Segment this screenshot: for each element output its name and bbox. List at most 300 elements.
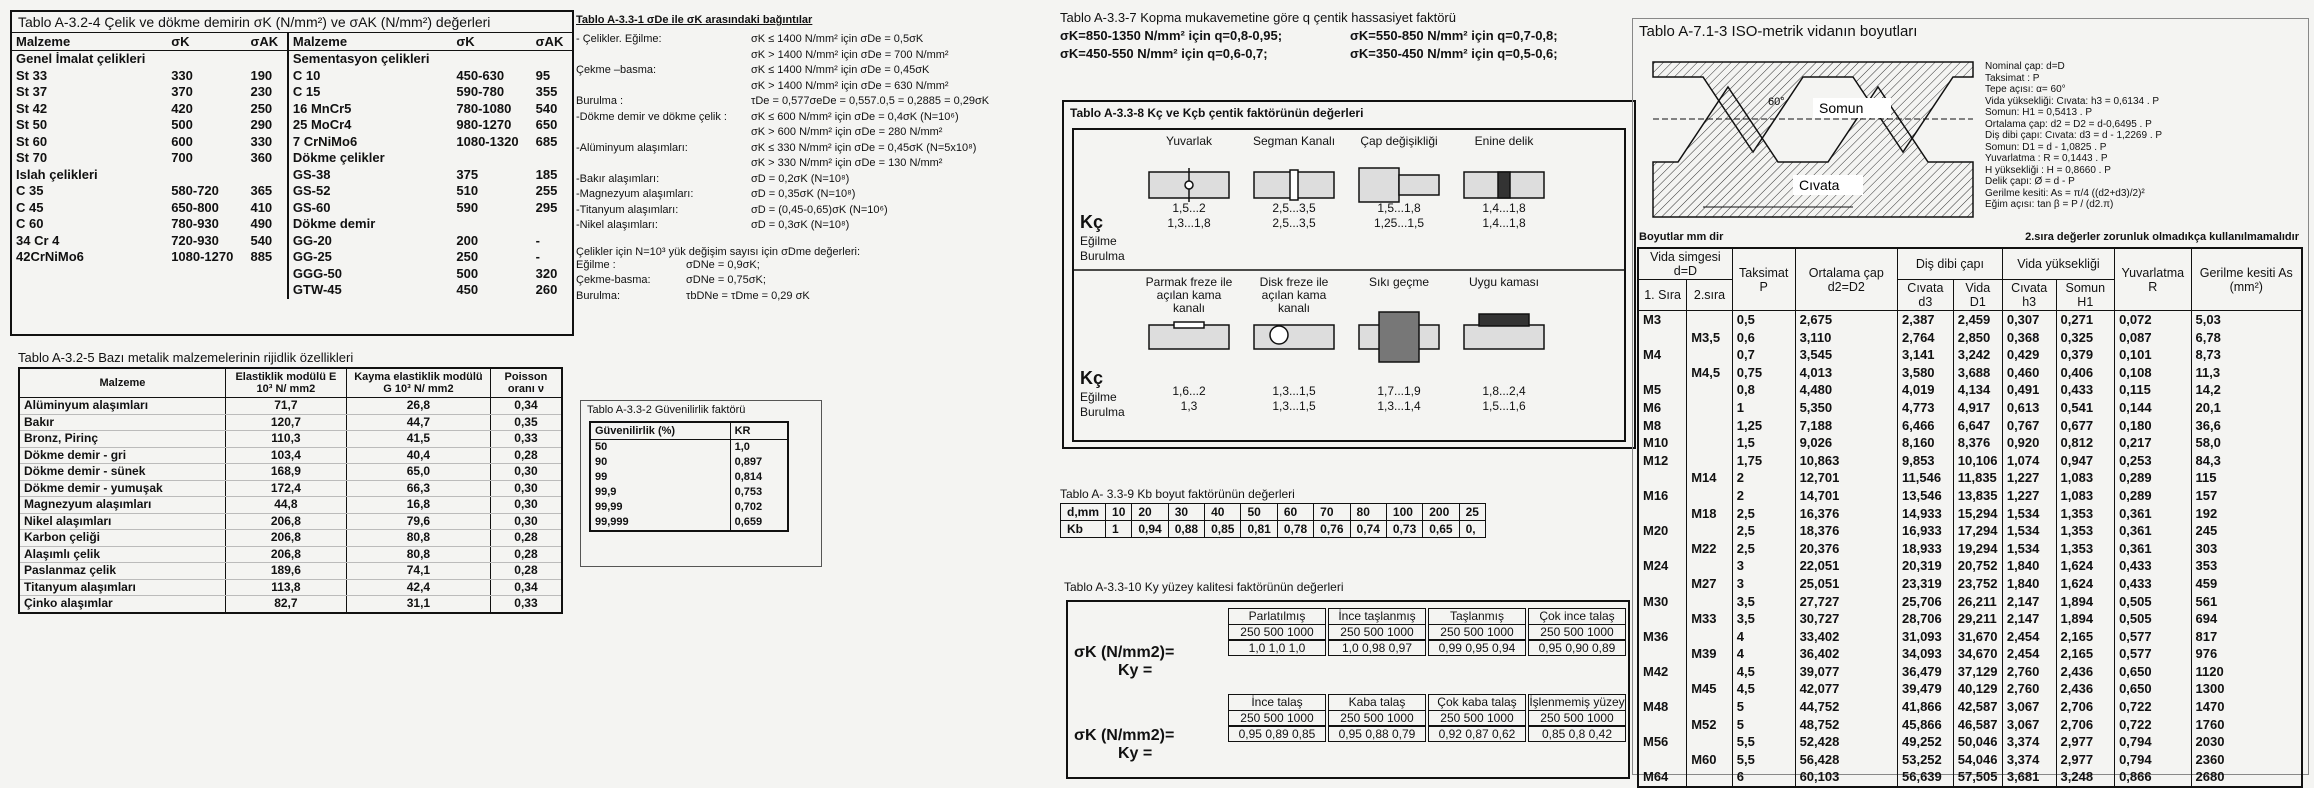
relation-row xyxy=(576,32,1016,48)
table-cell: 50,046 xyxy=(1953,733,2002,751)
table-cell: 40 xyxy=(1205,504,1241,521)
table-cell: 0,34 xyxy=(490,398,562,415)
table-cell: 5,03 xyxy=(2191,311,2302,329)
table-cell: 0,794 xyxy=(2115,733,2191,751)
table-cell: 18,376 xyxy=(1795,522,1897,540)
formula-line: Yuvarlatma : R = 0,1443 . P xyxy=(1985,153,2108,164)
table-cell: M22 xyxy=(1687,540,1733,558)
relation-label: -Dökme demir ve dökme çelik : xyxy=(576,110,727,123)
table-cell: St 37 xyxy=(16,84,48,99)
relation-row xyxy=(576,273,1016,289)
table-row xyxy=(19,480,562,497)
table-cell: 0,6 xyxy=(1732,329,1795,347)
surface-header: İnce taşlanmış xyxy=(1328,608,1426,624)
table-cell: 79,6 xyxy=(346,513,490,530)
table-cell: 50 xyxy=(590,440,730,456)
table-cell: 6 xyxy=(1732,768,1795,787)
table-cell: 1760 xyxy=(2191,716,2302,734)
col-header: Ortalama çap d2=D2 xyxy=(1795,248,1897,311)
table-cell: 29,211 xyxy=(1953,610,2002,628)
table-cell: 20,376 xyxy=(1795,540,1897,558)
table-cell: 0,767 xyxy=(2002,417,2056,435)
notch-type: Segman Kanalı 2,5...3,5 2,5...3,5 xyxy=(1252,134,1336,230)
table-cell: 100 xyxy=(1386,504,1422,521)
formula-line: Gerilme kesiti: As = π/4 ((d2+d3)/2)² xyxy=(1985,187,2145,199)
table-cell: 0,433 xyxy=(2115,575,2191,593)
table-cell: 230 xyxy=(250,84,273,99)
table-row xyxy=(1638,698,2302,716)
table-cell: 200 xyxy=(456,232,479,248)
table-cell: 3,242 xyxy=(1953,346,2002,364)
table-cell: 10 xyxy=(1106,504,1132,521)
table-cell: 1,624 xyxy=(2056,557,2115,575)
table-cell: 1 xyxy=(1732,399,1795,417)
table-cell: M6 xyxy=(1638,399,1687,417)
table-cell: 0,433 xyxy=(2115,557,2191,575)
table-cell: 2,165 xyxy=(2056,628,2115,646)
relation-row xyxy=(576,141,1016,157)
table-cell: 600 xyxy=(171,133,193,149)
table-cell: 0,30 xyxy=(490,513,562,530)
table-cell: 410 xyxy=(250,199,273,215)
relation-row xyxy=(576,110,1016,126)
table-cell: 66,3 xyxy=(346,480,490,497)
table-cell: Paslanmaz çelik xyxy=(19,563,225,580)
table-cell xyxy=(452,150,531,167)
table-cell xyxy=(1687,698,1733,716)
relation-label: -Alüminyum alaşımları: xyxy=(576,141,688,154)
table-cell: M4,5 xyxy=(1687,364,1733,382)
table-cell: 250 xyxy=(250,100,273,116)
table-cell: 25 xyxy=(1459,504,1485,521)
table-cell: 0,325 xyxy=(2056,329,2115,347)
table-row xyxy=(1638,768,2302,787)
table-cell: Dökme demir - sünek xyxy=(19,464,225,481)
table-cell: C 45 xyxy=(16,199,44,215)
table-cell: 0,289 xyxy=(2115,487,2191,505)
table-cell: 45,866 xyxy=(1898,716,1954,734)
table-a331-title: Tablo A-3.3-1 σDe ile σK arasındaki bağıntılar xyxy=(576,14,813,26)
table-row xyxy=(12,134,572,151)
table-cell: 113,8 xyxy=(225,579,346,596)
table-cell: 700 xyxy=(171,150,193,165)
table-cell: 52,428 xyxy=(1795,733,1897,751)
table-cell: 1080-1320 xyxy=(456,133,519,149)
table-row xyxy=(19,414,562,431)
table-cell: 40,129 xyxy=(1953,680,2002,698)
table-row xyxy=(1638,452,2302,470)
table-cell: 99,9 xyxy=(590,485,730,500)
table-cell: 370 xyxy=(171,84,193,99)
table-cell: 27,727 xyxy=(1795,593,1897,611)
surface-ky: 0,92 0,87 0,62 xyxy=(1428,726,1526,742)
relation-row xyxy=(576,289,1016,305)
table-cell: Genel İmalat çelikleri xyxy=(16,51,146,66)
q-range: σK=550-850 N/mm² için q=0,7-0,8; xyxy=(1350,28,1558,43)
table-a713-grid xyxy=(1637,247,2303,788)
table-cell xyxy=(1687,557,1733,575)
table-cell: 2,454 xyxy=(2002,645,2056,663)
table-cell: 115 xyxy=(2191,469,2302,487)
table-cell: 3,374 xyxy=(2002,751,2056,769)
table-cell xyxy=(246,167,287,184)
table-cell: 25 MoCr4 xyxy=(288,117,452,134)
col-header: Vida yüksekliği xyxy=(2002,248,2114,280)
table-cell: 4,013 xyxy=(1795,364,1897,382)
table-cell: 260 xyxy=(535,282,558,297)
relation-formula: σD = 0,3σK (N=10⁸) xyxy=(751,219,850,231)
table-cell: M60 xyxy=(1687,751,1733,769)
table-row xyxy=(1638,575,2302,593)
table-cell: 2,977 xyxy=(2056,733,2115,751)
table-cell: 490 xyxy=(250,216,273,231)
table-cell: 157 xyxy=(2191,487,2302,505)
table-cell: 4,917 xyxy=(1953,399,2002,417)
table-cell: 694 xyxy=(2191,610,2302,628)
table-row xyxy=(1638,645,2302,663)
table-cell: 0,429 xyxy=(2002,346,2056,364)
table-cell: 0,271 xyxy=(2056,311,2115,329)
angle-label: 60° xyxy=(1768,96,1785,108)
units-note: Boyutlar mm dir xyxy=(1639,231,1724,243)
table-cell: Dökme demir - gri xyxy=(19,447,225,464)
table-row xyxy=(12,183,572,200)
table-cell: M39 xyxy=(1687,645,1733,663)
col-header: σK xyxy=(167,33,246,51)
table-cell: 720-930 xyxy=(171,232,219,248)
surface-header: Çok kaba talaş xyxy=(1428,694,1526,710)
table-cell: 2360 xyxy=(2191,751,2302,769)
table-a337-title: Tablo A-3.3-7 Kopma mukavemetine göre q çentik hassasiyet faktörü xyxy=(1060,10,1456,25)
table-a3310-title: Tablo A-3.3-10 Ky yüzey kalitesi faktörünün değerleri xyxy=(1064,580,1344,594)
table-cell: Nikel alaşımları xyxy=(19,513,225,530)
table-cell: 2,760 xyxy=(2002,663,2056,681)
table-cell: GS-60 xyxy=(288,200,452,217)
table-row xyxy=(1638,628,2302,646)
table-cell: 5,5 xyxy=(1732,751,1795,769)
table-row xyxy=(1638,381,2302,399)
table-cell: 2030 xyxy=(2191,733,2302,751)
table-cell xyxy=(1638,469,1687,487)
table-row xyxy=(1638,610,2302,628)
table-cell xyxy=(1638,575,1687,593)
col-header: Cıvata h3 xyxy=(2002,280,2056,311)
table-row xyxy=(19,431,562,448)
relation-formula: σD = (0,45-0,65)σK (N=10⁶) xyxy=(751,203,888,216)
relation-formula: σD = 0,35σK (N=10⁸) xyxy=(751,188,856,200)
table-cell: 48,752 xyxy=(1795,716,1897,734)
table-row xyxy=(12,200,572,217)
relation-row xyxy=(576,218,1016,234)
table-cell: 99,999 xyxy=(590,515,730,531)
table-a332 xyxy=(580,400,822,567)
table-a325-grid xyxy=(18,367,563,614)
table-row xyxy=(1638,311,2302,329)
relation-formula: σK ≤ 330 N/mm² için σDe = 0,45σK (N=5x10⁸) xyxy=(751,141,977,154)
table-cell: M3 xyxy=(1638,311,1687,329)
table-cell: 1,0 xyxy=(730,440,788,456)
table-cell: 34 Cr 4 xyxy=(16,232,60,248)
surface-ky: 0,95 0,90 0,89 xyxy=(1528,640,1626,656)
table-cell: 0,34 xyxy=(490,579,562,596)
table-cell: Magnezyum alaşımları xyxy=(19,497,225,514)
table-cell: 5 xyxy=(1732,698,1795,716)
table-cell: 36,402 xyxy=(1795,645,1897,663)
surface-stress: 250 500 1000 xyxy=(1428,624,1526,640)
table-cell: M52 xyxy=(1687,716,1733,734)
col-header: σAK xyxy=(246,33,287,51)
table-cell: 0,33 xyxy=(490,596,562,613)
table-row xyxy=(1638,434,2302,452)
table-cell: 0,491 xyxy=(2002,381,2056,399)
table-cell: M5 xyxy=(1638,381,1687,399)
table-cell: 3,141 xyxy=(1898,346,1954,364)
table-cell: 0,7 xyxy=(1732,346,1795,364)
table-cell: Bakır xyxy=(19,414,225,431)
table-cell: 0,33 xyxy=(490,431,562,448)
thread-profile-diagram xyxy=(1643,57,1983,227)
table-row xyxy=(1638,663,2302,681)
table-a332-body xyxy=(590,440,788,532)
col-header: Malzeme xyxy=(19,368,225,398)
table-cell xyxy=(1687,399,1733,417)
table-cell: 33,402 xyxy=(1795,628,1897,646)
table-cell: 780-1080 xyxy=(456,100,512,116)
table-cell: 1,534 xyxy=(2002,505,2056,523)
table-a324-body xyxy=(12,51,572,299)
surface-type xyxy=(1428,608,1526,656)
table-cell: 540 xyxy=(250,232,273,248)
surface-header: Parlatılmış xyxy=(1228,608,1326,624)
table-cell: 580-720 xyxy=(171,183,219,198)
relation-row xyxy=(576,79,1016,95)
table-cell: 1,353 xyxy=(2056,505,2115,523)
table-row xyxy=(12,101,572,118)
table-cell: 16,8 xyxy=(346,497,490,514)
table-cell xyxy=(452,216,531,233)
table-cell: 80,8 xyxy=(346,546,490,563)
formula-line: Somun: D1 = d - 1,0825 . P xyxy=(1985,141,2107,153)
table-cell: 1300 xyxy=(2191,680,2302,698)
table-cell: 60,103 xyxy=(1795,768,1897,787)
table-cell: 685 xyxy=(535,133,558,149)
table-cell: 0,613 xyxy=(2002,399,2056,417)
surface-stress: 250 500 1000 xyxy=(1228,710,1326,726)
table-cell: 70 xyxy=(1314,504,1350,521)
table-cell: 0,812 xyxy=(2056,434,2115,452)
surface-type xyxy=(1528,694,1626,742)
table-cell: 0,361 xyxy=(2115,522,2191,540)
table-cell: 19,294 xyxy=(1953,540,2002,558)
table-cell: 8,160 xyxy=(1898,434,1954,452)
table-row xyxy=(12,117,572,134)
table-row xyxy=(1638,540,2302,558)
table-row xyxy=(19,513,562,530)
relation-label: -Magnezyum alaşımları: xyxy=(576,188,694,200)
col-header: σAK xyxy=(532,33,572,51)
table-cell: 0,253 xyxy=(2115,452,2191,470)
table-cell: 84,3 xyxy=(2191,452,2302,470)
table-cell: 185 xyxy=(535,166,558,182)
table-row xyxy=(19,530,562,547)
row-label: Burulma xyxy=(1080,249,1125,263)
table-cell: GG-25 xyxy=(288,249,452,266)
table-row xyxy=(12,51,572,68)
table-cell: 4,5 xyxy=(1732,680,1795,698)
table-cell: Bronz, Pirinç xyxy=(19,431,225,448)
relation-row xyxy=(576,125,1016,141)
table-cell: 28,706 xyxy=(1898,610,1954,628)
surface-stress: 250 500 1000 xyxy=(1428,710,1526,726)
surface-header: Kaba talaş xyxy=(1328,694,1426,710)
table-row xyxy=(12,167,572,184)
table-cell: 11,546 xyxy=(1898,469,1954,487)
table-cell: Çinko alaşımlar xyxy=(19,596,225,613)
table-cell: 172,4 xyxy=(225,480,346,497)
formula-line: Ortalama çap: d2 = D2 = d-0,6495 . P xyxy=(1985,118,2152,130)
surface-type xyxy=(1428,694,1526,742)
table-cell xyxy=(1638,329,1687,347)
table-cell: Dökme çelikler xyxy=(288,150,452,167)
table-a3310 xyxy=(1060,578,1640,778)
col-header: Güvenilirlik (%) xyxy=(590,422,730,440)
table-row xyxy=(19,546,562,563)
q-range: σK=850-1350 N/mm² için q=0,8-0,95; xyxy=(1060,28,1283,43)
table-cell: GS-38 xyxy=(288,167,452,184)
table-cell: 980-1270 xyxy=(456,117,512,132)
table-cell: 42,587 xyxy=(1953,698,2002,716)
relation-label: -Nikel alaşımları: xyxy=(576,219,658,231)
table-cell: M56 xyxy=(1638,733,1687,751)
col-header: Vida D1 xyxy=(1953,280,2002,311)
q-range: σK=350-450 N/mm² için q=0,5-0,6; xyxy=(1350,46,1558,61)
table-a713-title: Tablo A-7.1-3 ISO-metrik vidanın boyutları xyxy=(1639,23,1918,40)
table-cell: 5,350 xyxy=(1795,399,1897,417)
table-cell: 0,35 xyxy=(490,414,562,431)
table-cell: 1,083 xyxy=(2056,469,2115,487)
table-a337-row xyxy=(1060,27,1640,45)
table-cell: 14,701 xyxy=(1795,487,1897,505)
table-cell: 189,6 xyxy=(225,563,346,580)
col-header: Cıvata d3 xyxy=(1898,280,1954,311)
table-cell xyxy=(1687,417,1733,435)
table-cell: GTW-45 xyxy=(288,282,452,299)
table-cell: 65,0 xyxy=(346,464,490,481)
table-row xyxy=(1638,346,2302,364)
table-cell: 20,752 xyxy=(1953,557,2002,575)
table-cell: M3,5 xyxy=(1687,329,1733,347)
table-cell: 0,30 xyxy=(490,497,562,514)
table-cell: 103,4 xyxy=(225,447,346,464)
table-cell: 2,675 xyxy=(1795,311,1897,329)
table-a713-subheader xyxy=(1639,231,2299,243)
formula-line: Tepe açısı: α= 60° xyxy=(1985,84,2066,95)
table-cell: M18 xyxy=(1687,505,1733,523)
table-cell: 2,165 xyxy=(2056,645,2115,663)
ky-label: Ky = xyxy=(1118,745,1153,762)
table-cell: d,mm xyxy=(1061,504,1106,521)
formula-line: Somun: H1 = 0,5413 . P xyxy=(1985,107,2093,118)
table-cell: 90 xyxy=(590,455,730,470)
table-cell: 0,65 xyxy=(1423,521,1459,538)
table-cell: 2,5 xyxy=(1732,540,1795,558)
table-cell: 56,428 xyxy=(1795,751,1897,769)
table-cell: 42,4 xyxy=(346,579,490,596)
relation-label: Çekme –basma: xyxy=(576,64,657,76)
table-cell: 25,706 xyxy=(1898,593,1954,611)
table-cell: 0,30 xyxy=(490,480,562,497)
table-cell xyxy=(1638,716,1687,734)
table-cell xyxy=(1638,680,1687,698)
table-row xyxy=(1638,364,2302,382)
table-row xyxy=(19,497,562,514)
table-row xyxy=(12,84,572,101)
table-cell xyxy=(1687,768,1733,787)
bolt-label: Cıvata xyxy=(1799,177,1840,193)
table-cell: 650-800 xyxy=(171,199,219,215)
table-cell: 3,5 xyxy=(1732,610,1795,628)
table-cell xyxy=(167,51,246,68)
col-header: Gerilme kesiti As (mm²) xyxy=(2191,248,2302,311)
table-cell: Dökme demir xyxy=(288,216,452,233)
table-cell xyxy=(1687,487,1733,505)
table-cell: 420 xyxy=(171,100,193,116)
table-cell: 44,7 xyxy=(346,414,490,431)
table-cell: 41,866 xyxy=(1898,698,1954,716)
table-cell: 39,077 xyxy=(1795,663,1897,681)
relation-label: -Bakır alaşımları: xyxy=(576,172,660,185)
table-cell: 6,647 xyxy=(1953,417,2002,435)
table-cell: 99 xyxy=(590,470,730,485)
table-row xyxy=(1638,557,2302,575)
table-cell: 1,840 xyxy=(2002,575,2056,593)
table-cell: 23,319 xyxy=(1898,575,1954,593)
table-cell: 0,577 xyxy=(2115,628,2191,646)
surface-ky: 0,99 0,95 0,94 xyxy=(1428,640,1526,656)
table-cell: 1470 xyxy=(2191,698,2302,716)
table-cell: 2 xyxy=(1732,469,1795,487)
table-cell xyxy=(1687,381,1733,399)
table-cell: 0,307 xyxy=(2002,311,2056,329)
table-cell: 0,73 xyxy=(1386,521,1422,538)
table-cell: 3,067 xyxy=(2002,716,2056,734)
relation-formula: σDNe = 0,75σK; xyxy=(686,274,766,286)
table-cell: M14 xyxy=(1687,469,1733,487)
surface-ky: 1,0 0,98 0,97 xyxy=(1328,640,1426,656)
table-a337 xyxy=(1060,10,1640,90)
table-cell: 0, xyxy=(1459,521,1485,538)
table-cell: Sementasyon çelikleri xyxy=(288,51,452,68)
table-cell: 0,144 xyxy=(2115,399,2191,417)
table-cell: 1 xyxy=(1106,521,1132,538)
table-cell: 0,78 xyxy=(1277,521,1313,538)
table-cell: 1,894 xyxy=(2056,593,2115,611)
table-row xyxy=(12,216,572,233)
surface-stress: 250 500 1000 xyxy=(1328,624,1426,640)
relation-formula: σK ≤ 1400 N/mm² için σDe = 0,45σK xyxy=(751,64,930,76)
table-cell xyxy=(1687,628,1733,646)
formula-line: Vida yüksekliği: Cıvata: h3 = 0,6134 . P xyxy=(1985,95,2160,107)
surface-type xyxy=(1328,694,1426,742)
table-cell: 3,681 xyxy=(2002,768,2056,787)
table-cell: 2,5 xyxy=(1732,522,1795,540)
table-cell: 2,764 xyxy=(1898,329,1954,347)
table-cell: Dökme demir - yumuşak xyxy=(19,480,225,497)
table-a332-grid xyxy=(589,421,789,532)
table-cell: 0,76 xyxy=(1314,521,1350,538)
table-cell: 30 xyxy=(1168,504,1204,521)
table-cell: 1,083 xyxy=(2056,487,2115,505)
